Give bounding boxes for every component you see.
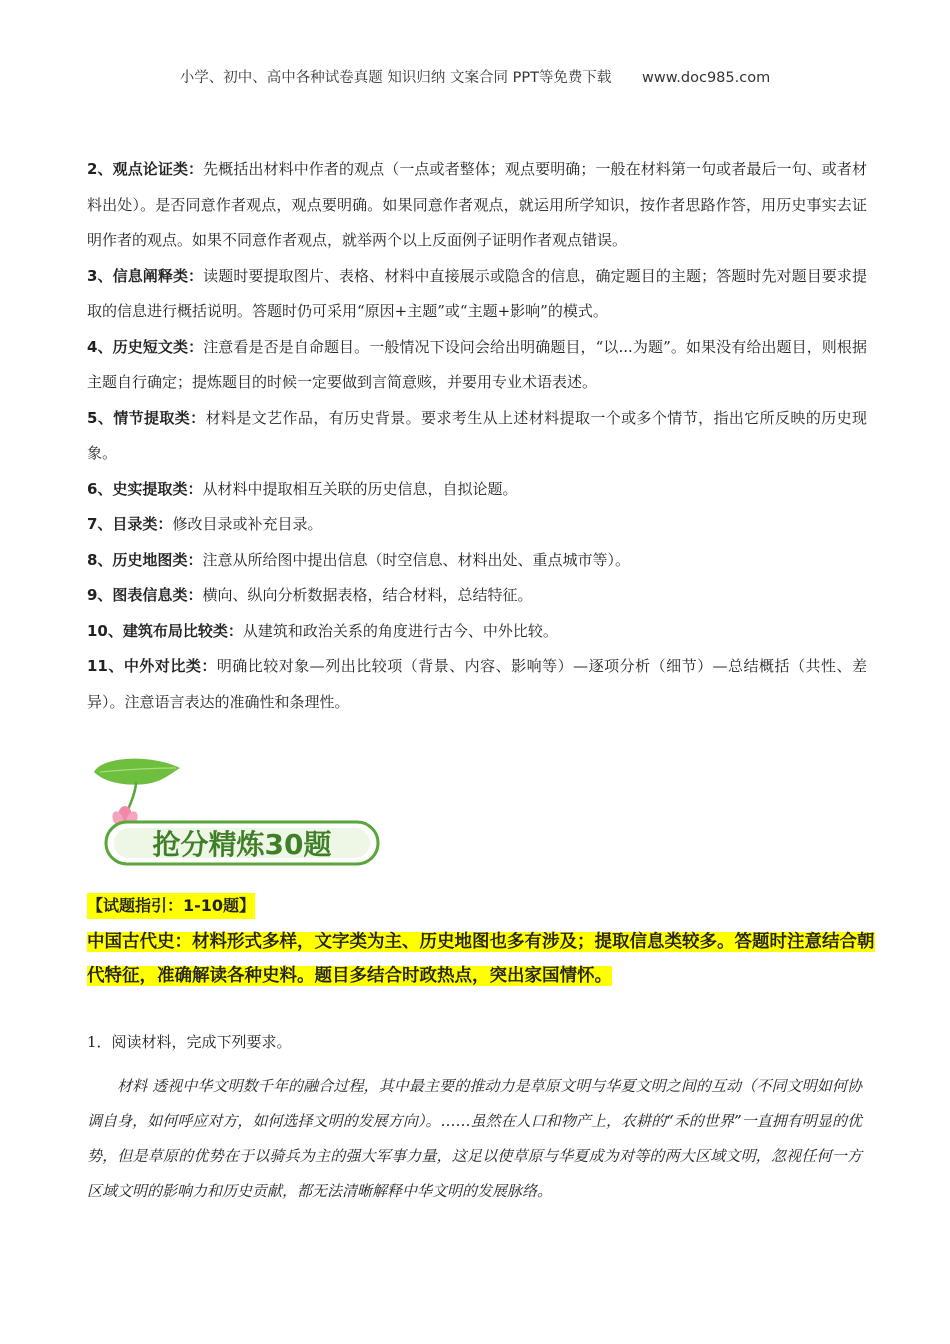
method-text: 注意从所给图中提出信息（时空信息、材料出处、重点城市等）。 <box>202 550 630 569</box>
method-item-11 <box>87 649 867 720</box>
method-label: 3、信息阐释类： <box>87 266 204 285</box>
banner-title: 抢分精炼30题 <box>152 828 332 861</box>
method-text: 材料是文艺作品，有历史背景。要求考生从上述材料提取一个或多个情节，指出它所反映的历史现象。 <box>87 408 867 462</box>
page-header <box>0 66 950 87</box>
lotus-banner-graphic <box>92 758 392 868</box>
method-item-9 <box>87 578 867 614</box>
method-label: 2、观点论证类： <box>87 160 204 178</box>
method-label: 6、史实提取类： <box>87 479 203 498</box>
method-text: 从建筑和政治关系的角度进行古今、中外比较。 <box>242 621 558 640</box>
method-item-6 <box>87 472 867 508</box>
header-url[interactable]: www.doc985.com <box>642 70 771 86</box>
answer-methods-list <box>87 152 867 720</box>
question-guide <box>87 893 877 993</box>
guide-text: 中国古代史：材料形式多样，文字类为主、历史地图也多有涉及；提取信息类较多。答题时注意结合朝代特征，准确解读各种史料。题目多结合时政热点，突出家国情怀。 <box>87 932 875 986</box>
method-text: 先概括出材料中作者的观点（一点或者整体；观点要明确；一般在材料第一句或者最后一句、或者材料出处）。是否同意作者观点，观点要明确。如果同意作者观点，就运用所学知识，按作者思路作答，用历史事实去证明作者的观点。如果不同意作者观点，就举两个以上反面例子证明作者观点错误。 <box>87 160 867 249</box>
method-text: 横向、纵向分析数据表格，结合材料，总结特征。 <box>202 586 533 604</box>
guide-title: 【试题指引：1-10题】 <box>87 893 255 919</box>
section-banner <box>92 758 392 868</box>
method-label: 7、目录类： <box>87 515 173 533</box>
method-item-7 <box>87 507 867 543</box>
method-item-5 <box>87 401 867 472</box>
method-item-8 <box>87 543 867 579</box>
method-label: 4、历史短文类： <box>87 337 204 356</box>
method-item-3 <box>87 259 867 330</box>
method-label: 10、建筑布局比较类： <box>87 621 243 640</box>
method-item-2 <box>87 152 867 259</box>
method-label: 11、中外对比类： <box>87 657 217 675</box>
method-label: 5、情节提取类： <box>87 408 206 427</box>
method-label: 9、图表信息类： <box>87 586 203 604</box>
method-text: 明确比较对象—列出比较项（背景、内容、影响等）—逐项分析（细节）—总结概括（共性、差异）。注意语言表达的准确性和条理性。 <box>87 657 867 711</box>
method-text: 修改目录或补充目录。 <box>172 515 323 533</box>
method-item-10 <box>87 614 867 650</box>
method-text: 注意看是否是自命题目。一般情况下设问会给出明确题目，“以...为题”。如果没有给出题目，则根据主题自行确定；提炼题目的时候一定要做到言简意赅，并要用专业术语表述。 <box>87 337 867 391</box>
method-label: 8、历史地图类： <box>87 550 203 569</box>
method-item-4 <box>87 330 867 401</box>
question-1-prompt: 1．阅读材料，完成下列要求。 <box>87 1033 292 1051</box>
header-text: 小学、初中、高中各种试卷真题 知识归纳 文案合同 PPT等免费下载 <box>179 70 612 86</box>
guide-description <box>87 925 877 993</box>
question-1-material: 材料 透视中华文明数千年的融合过程，其中最主要的推动力是草原文明与华夏文明之间的互动（不同文明如何协调自身，如何呼应对方，如何选择文明的发展方向）。……虽然在人口和物产上，农耕的“禾的世界”一直拥有明显的优势，但是草原的优势在于以骑兵为主的强大军事力量，这足以使草原与华夏成为对等的两大区域文明，忽视任何一方区域文明的影响力和历史贡献，都无法清晰解释中华文明的发展脉络。 <box>87 1077 862 1200</box>
method-text: 读题时要提取图片、表格、材料中直接展示或隐含的信息，确定题目的主题；答题时先对题目要求提取的信息进行概括说明。答题时仍可采用“原因+主题”或“主题+影响”的模式。 <box>87 266 867 320</box>
method-text: 从材料中提取相互关联的历史信息，自拟论题。 <box>202 479 518 498</box>
